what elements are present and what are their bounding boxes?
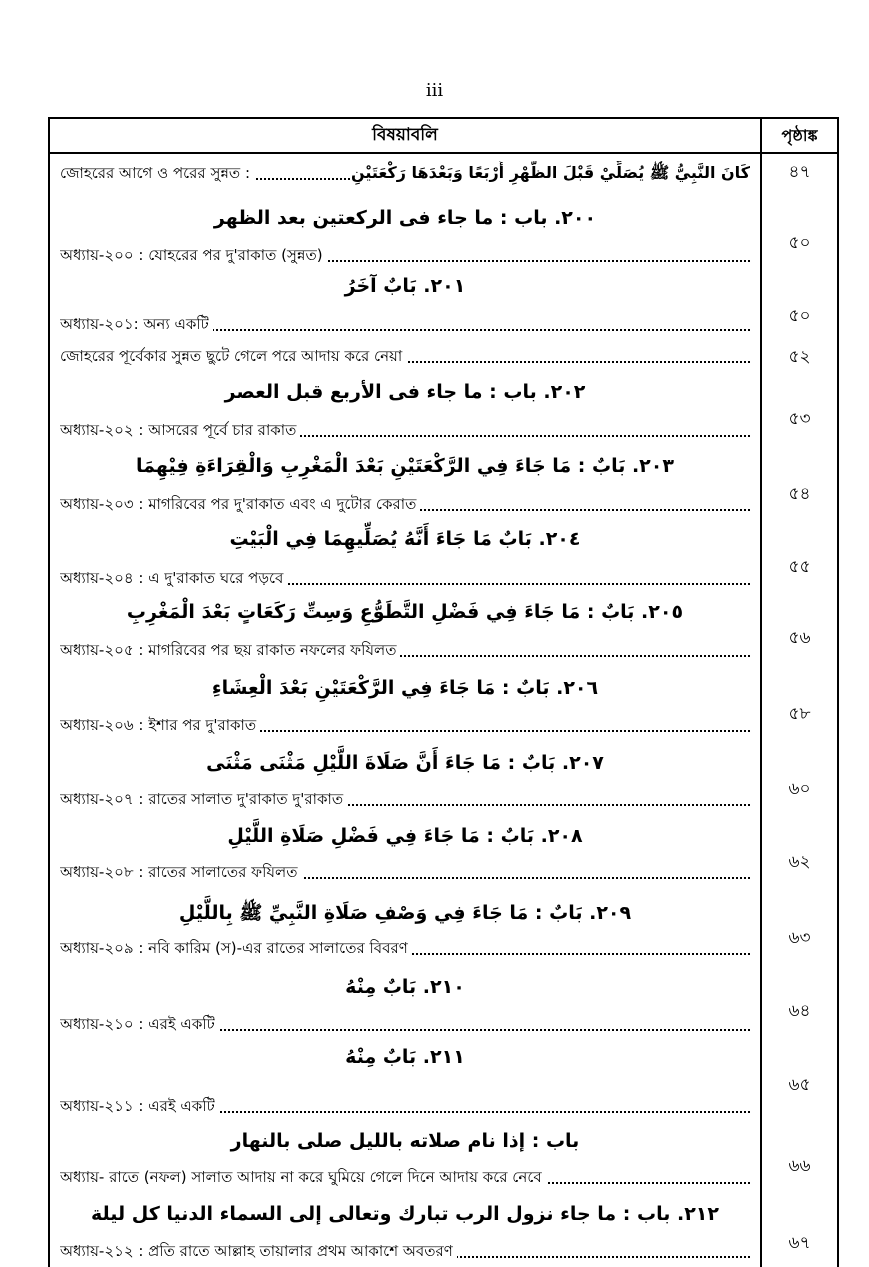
entry-page: ৬২ (788, 852, 811, 872)
entry-page: ৫০ (788, 306, 811, 326)
entry-bengali-line (60, 345, 750, 367)
entry-bengali: অধ্যায়- রাতে (নফল) সালাত আদায় না করে ঘুমিয়ে গেলে দিনে আদায় করে নেবে (60, 1168, 546, 1186)
entry-bengali-line (60, 1095, 750, 1117)
header-subject: বিষয়াবলি (372, 125, 438, 145)
entry-arabic: ٢٠٢. باب : ما جاء فى الأربع قبل العصر (224, 381, 586, 403)
page-number: iii (425, 80, 444, 101)
entry-page: ৫০ (788, 233, 811, 253)
entry-page: ৪৭ (788, 162, 811, 182)
entry-page: ৬৭ (788, 1233, 811, 1253)
entry-arabic: ٢٠٣. بَابٌ : مَا جَاءَ فِي الرَّكْعَتَيْنِ بَعْدَ الْمَغْرِبِ وَالْقِرَاءَةِ فِيْهِمَا (136, 455, 674, 477)
entry-bengali: অধ্যায়-২০১: অন্য একটি (60, 315, 213, 333)
entry-bengali: জোহরের পূর্বেকার সুন্নত ছুটে গেলে পরে আদায় করে নেয়া (60, 347, 406, 365)
entry-bengali: অধ্যায়-২০৬ : ইশার পর দু'রাকাত (60, 716, 260, 734)
entry-bengali: অধ্যায়-২১০ : এরই একটি (60, 1015, 219, 1033)
entry-bengali-line (60, 937, 750, 959)
entry-bengali-line (60, 567, 750, 589)
entry-arabic: ٢٠٨. بَابٌ : مَا جَاءَ فِي فَضْلِ صَلَاةِ اللَّيْلِ (227, 825, 583, 847)
entry-bengali-line (60, 244, 750, 266)
entry-bengali-line (60, 639, 750, 661)
entry-arabic: ٢١١. بَابٌ مِنْهُ (345, 1046, 465, 1068)
entry-bengali-line (60, 1013, 750, 1035)
entry-bengali: অধ্যায়-২০০ : যোহরের পর দু'রাকাত (সুন্নত) (60, 246, 327, 264)
entry-page: ৫৩ (788, 409, 811, 429)
entry-bengali: অধ্যায়-২০৫ : মাগরিবের পর ছয় রাকাত নফলের ফযিলত (60, 641, 400, 659)
entry-bengali-line (60, 1166, 750, 1188)
table-header (50, 119, 837, 154)
entry-arabic: ٢٠٥. بَابٌ : مَا جَاءَ فِي فَضْلِ التَّطَوُّعِ وَسِتِّ رَكَعَاتٍ بَعْدَ الْمَغْرِبِ (126, 601, 684, 623)
entry-arabic: ٢١٠. بَابٌ مِنْهُ (345, 976, 465, 998)
entry-bengali: অধ্যায়-২১১ : এরই একটি (60, 1097, 219, 1115)
entry-arabic: كَانَ النَّبِيُّ ﷺ يُصَلِّيْ قَبْلَ الظُّهْرِ أَرْبَعًا وَبَعْدَهَا رَكْعَتَيْنِ (351, 161, 750, 185)
entry-arabic: ٢٠٩. بَابٌ : مَا جَاءَ فِي وَصْفِ صَلَاةِ النَّبِيِّ ﷺ بِاللَّيْلِ (178, 902, 632, 924)
entry-arabic: ٢٠٠. باب : ما جاء فى الركعتين بعد الظهر (213, 207, 597, 229)
entry-bengali: জোহরের আগে ও পরের সুন্নত : (60, 161, 254, 185)
entry-arabic: ٢٠٤. بَابٌ مَا جَاءَ أَنَّهُ يُصَلِّيهِمَا فِي الْبَيْتِ (229, 528, 581, 550)
entry-arabic: ٢١٢. باب : ما جاء نزول الرب تبارك وتعالى إلى السماء الدنيا كل ليلة (90, 1203, 719, 1225)
entry-bengali: অধ্যায়-২০৮ : রাতের সালাতের ফযিলত (60, 863, 302, 881)
entry-arabic: ٢٠٦. بَابٌ : مَا جَاءَ فِي الرَّكْعَتَيْنِ بَعْدَ الْعِشَاءِ (211, 677, 599, 699)
entry-bengali-line (60, 788, 750, 810)
entry-page: ৬০ (788, 779, 811, 799)
header-page: পৃষ্ঠাঙ্ক (781, 126, 818, 145)
entry-page: ৬৬ (788, 1156, 811, 1176)
entry-bengali: অধ্যায়-২১২ : প্রতি রাতে আল্লাহ তায়ালার প্রথম আকাশে অবতরণ (60, 1242, 457, 1260)
entry-page: ৫৮ (788, 704, 811, 724)
entry-bengali: অধ্যায়-২০৭ : রাতের সালাত দু'রাকাত দু'রাকাত (60, 790, 347, 808)
entry-arabic: ٢٠٧. بَابٌ : مَا جَاءَ أَنَّ صَلَاةَ اللَّيْلِ مَثْنَى مَثْنَى (206, 752, 604, 774)
entry-page: ৫৪ (788, 484, 811, 504)
entry-arabic: باب : إذا نام صلاته بالليل صلى بالنهار (230, 1130, 580, 1152)
entry-bengali-line (60, 419, 750, 441)
entry-bengali-line (60, 493, 750, 515)
entry-bengali: অধ্যায়-২০২ : আসরের পূর্বে চার রাকাত (60, 421, 300, 439)
entry-page: ৫২ (788, 347, 811, 367)
entry-page: ৬৩ (788, 928, 811, 948)
entry-page: ৬৫ (788, 1075, 811, 1095)
entry-bengali-line (60, 1240, 750, 1262)
entry-bengali-line (60, 313, 750, 335)
entry-bengali-line (60, 861, 750, 883)
entry-bengali: অধ্যায়-২০৩ : মাগরিবের পর দু'রাকাত এবং এ দুটোর কেরাত (60, 495, 420, 513)
entry-line (60, 161, 750, 185)
entry-page: ৫৫ (788, 557, 811, 577)
entry-bengali: অধ্যায়-২০৯ : নবি কারিম (স)-এর রাতের সালাতের বিবরণ (60, 939, 412, 957)
entry-page: ৫৬ (788, 628, 811, 648)
entry-bengali-line (60, 714, 750, 736)
entry-arabic: ٢٠١. بَابٌ آخَرُ (344, 275, 466, 297)
entry-page: ৬৪ (788, 1001, 811, 1021)
table-of-contents (48, 117, 839, 1267)
entry-bengali: অধ্যায়-২০৪ : এ দু'রাকাত ঘরে পড়বে (60, 569, 287, 587)
